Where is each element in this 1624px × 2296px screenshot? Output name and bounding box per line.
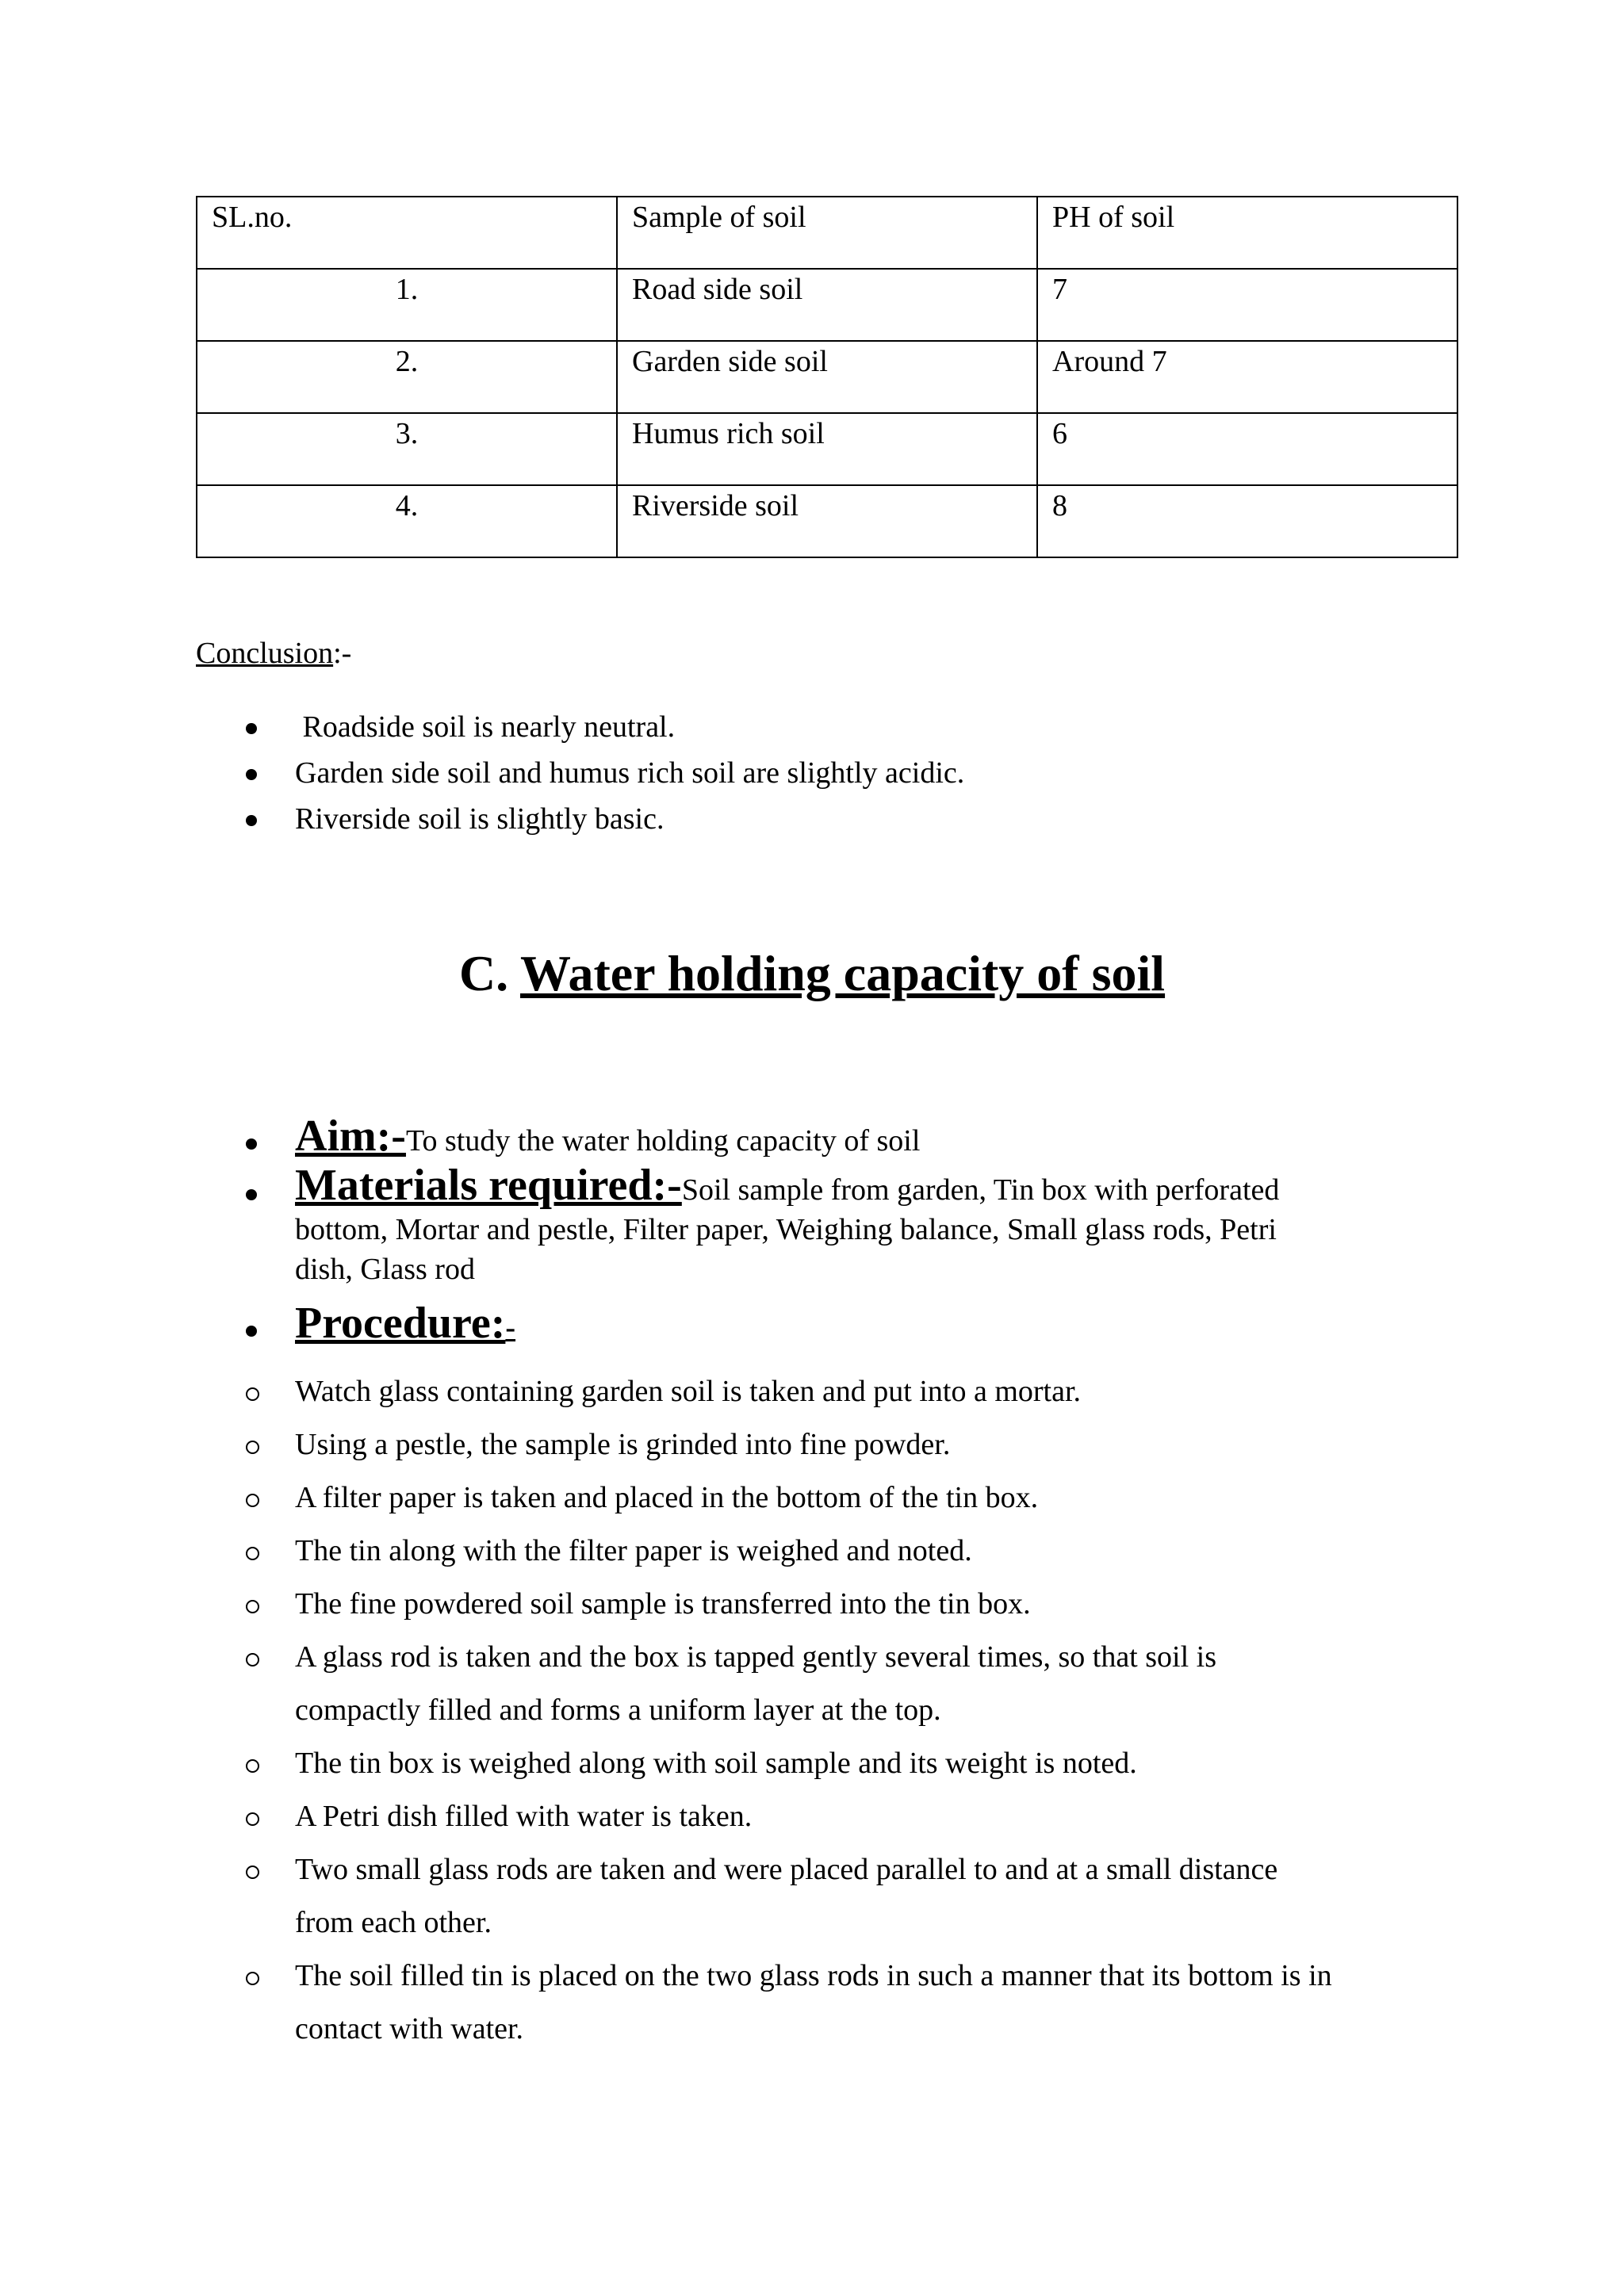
table-cell-sl: 3. xyxy=(197,413,617,485)
table-cell-sample: Riverside soil xyxy=(617,485,1037,557)
materials-item xyxy=(295,1159,1469,1289)
procedure-step xyxy=(295,1525,1469,1578)
step-text: The soil filled tin is placed on the two glass rods in such a manner that its bottom is in xyxy=(295,1959,1332,1992)
table-row xyxy=(197,485,1457,557)
circle-bullet-icon xyxy=(246,1653,259,1667)
materials-text: bottom, Mortar and pestle, Filter paper, Weighing balance, Small glass rods, Petri xyxy=(295,1213,1277,1246)
step-text: contact with water. xyxy=(295,2012,524,2045)
soil-ph-table xyxy=(196,196,1458,558)
table-row xyxy=(197,413,1457,485)
table-cell-sl: 2. xyxy=(197,341,617,413)
table-header-cell: PH of soil xyxy=(1037,197,1457,269)
conclusion-label: Conclusion xyxy=(196,637,334,670)
step-text: compactly filled and forms a uniform layer at the top. xyxy=(295,1693,941,1727)
bullet-icon xyxy=(246,815,257,826)
table-cell-ph: 8 xyxy=(1037,485,1457,557)
step-text: A Petri dish filled with water is taken. xyxy=(295,1800,753,1833)
procedure-suffix: - xyxy=(505,1311,516,1345)
circle-bullet-icon xyxy=(246,1387,259,1401)
conclusion-point: Garden side soil and humus rich soil are slightly acidic. xyxy=(295,756,965,790)
circle-bullet-icon xyxy=(246,1441,259,1454)
conclusion-point: Roadside soil is nearly neutral. xyxy=(295,710,676,744)
table-row xyxy=(197,341,1457,413)
materials-text: dish, Glass rod xyxy=(295,1253,475,1286)
table-cell-sample: Road side soil xyxy=(617,269,1037,341)
circle-bullet-icon xyxy=(246,1866,259,1879)
table-header-cell: Sample of soil xyxy=(617,197,1037,269)
table-cell-ph: 7 xyxy=(1037,269,1457,341)
circle-bullet-icon xyxy=(246,1547,259,1560)
table-cell-sample: Garden side soil xyxy=(617,341,1037,413)
table-cell-sl: 1. xyxy=(197,269,617,341)
procedure-label: Procedure: xyxy=(295,1299,506,1348)
section-prefix: C. xyxy=(458,945,520,1001)
materials-text: Soil sample from garden, Tin box with perforated xyxy=(681,1173,1280,1207)
bullet-icon xyxy=(246,723,257,734)
procedure-step xyxy=(295,1790,1469,1843)
table-cell-ph: Around 7 xyxy=(1037,341,1457,413)
section-title xyxy=(0,943,1624,1004)
table-cell-sl: 4. xyxy=(197,485,617,557)
step-text: The tin along with the filter paper is weighed and noted. xyxy=(295,1534,972,1567)
circle-bullet-icon xyxy=(246,1759,259,1773)
procedure-step xyxy=(295,1418,1469,1471)
aim-text: To study the water holding capacity of soil xyxy=(405,1124,921,1158)
step-text: from each other. xyxy=(295,1906,492,1939)
procedure-heading xyxy=(295,1297,1469,1354)
procedure-step xyxy=(295,1631,1469,1737)
step-text: A glass rod is taken and the box is tapped gently several times, so that soil is xyxy=(295,1640,1216,1674)
circle-bullet-icon xyxy=(246,1600,259,1613)
conclusion-suffix: :- xyxy=(333,637,352,670)
materials-label: Materials required:- xyxy=(295,1161,682,1210)
table-header-row xyxy=(197,197,1457,269)
circle-bullet-icon xyxy=(246,1494,259,1507)
bullet-icon xyxy=(246,1326,257,1337)
bullet-icon xyxy=(246,1138,257,1150)
bullet-icon xyxy=(246,1189,257,1200)
step-text: Two small glass rods are taken and were placed parallel to and at a small distance xyxy=(295,1853,1278,1886)
circle-bullet-icon xyxy=(246,1972,259,1985)
procedure-step xyxy=(295,1365,1469,1418)
table-cell-ph: 6 xyxy=(1037,413,1457,485)
procedure-step xyxy=(295,1843,1469,1950)
conclusion-point: Riverside soil is slightly basic. xyxy=(295,802,665,836)
conclusion-heading xyxy=(196,636,351,672)
step-text: The fine powdered soil sample is transferred into the tin box. xyxy=(295,1587,1031,1621)
section-title-text: Water holding capacity of soil xyxy=(520,945,1166,1001)
aim-label: Aim:- xyxy=(295,1112,406,1161)
procedure-step xyxy=(295,1471,1469,1525)
procedure-step xyxy=(295,1950,1469,2056)
bullet-icon xyxy=(246,769,257,780)
table-row xyxy=(197,269,1457,341)
step-text: The tin box is weighed along with soil sample and its weight is noted. xyxy=(295,1747,1137,1780)
step-text: Using a pestle, the sample is grinded into fine powder. xyxy=(295,1428,951,1461)
step-text: Watch glass containing garden soil is taken and put into a mortar. xyxy=(295,1375,1082,1408)
table-header-cell: SL.no. xyxy=(197,197,617,269)
procedure-step xyxy=(295,1737,1469,1790)
procedure-step xyxy=(295,1578,1469,1631)
step-text: A filter paper is taken and placed in the bottom of the tin box. xyxy=(295,1481,1039,1514)
circle-bullet-icon xyxy=(246,1812,259,1826)
table-cell-sample: Humus rich soil xyxy=(617,413,1037,485)
